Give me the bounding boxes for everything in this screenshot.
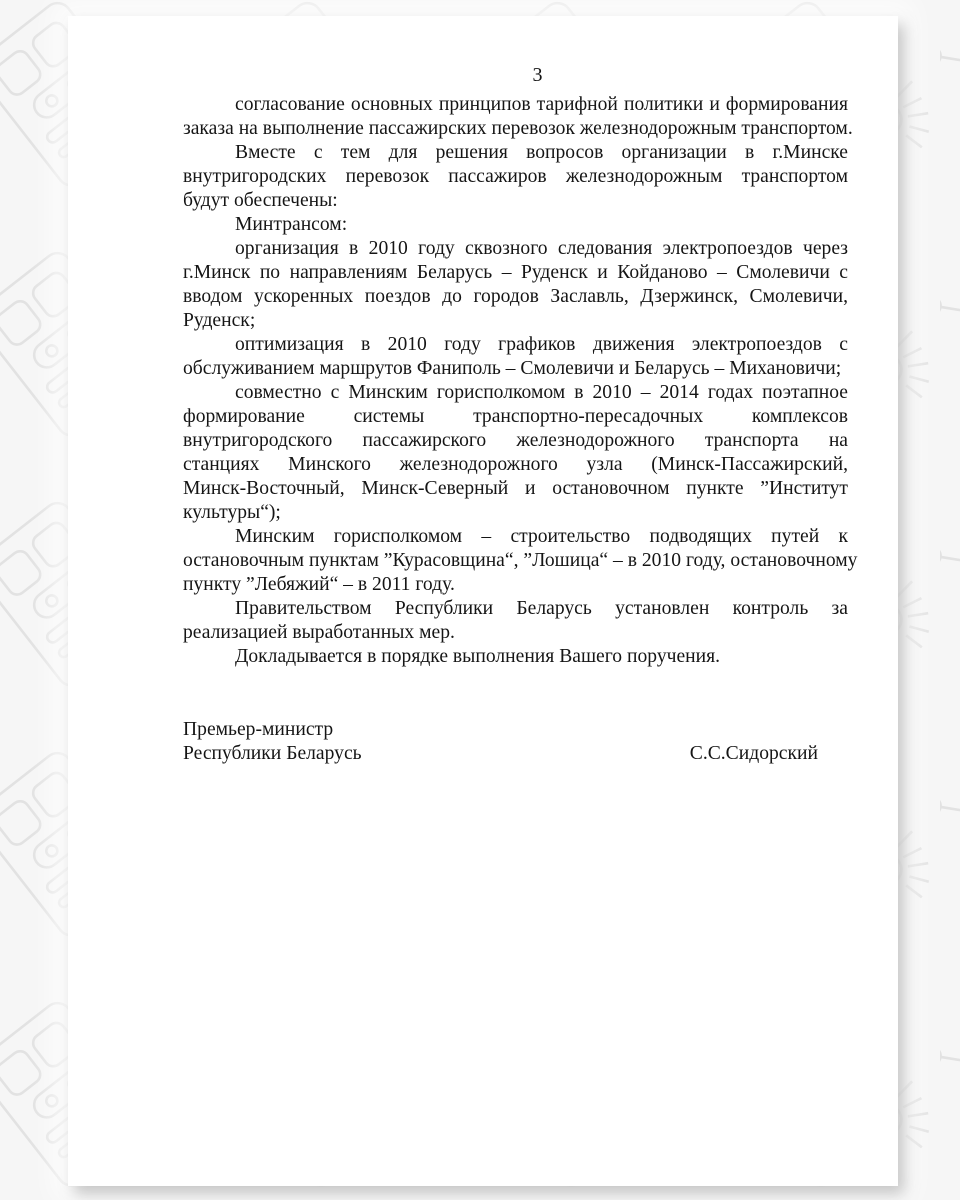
text-line: пункту ”Лебяжий“ – в 2011 году. xyxy=(183,574,455,595)
text-line: Минск-Восточный, Минск-Северный и остановочном пункте ”Институт xyxy=(183,478,848,499)
signature-title-line1: Премьер-министр xyxy=(183,719,334,740)
text-line: Минским горисполкомом – строительство подводящих путей к xyxy=(235,526,848,547)
paragraph xyxy=(183,645,848,669)
text-line: формирование системы транспортно-пересадочных комплексов xyxy=(183,406,848,427)
text-line: будут обеспечены: xyxy=(183,190,338,211)
text-line: вводом ускоренных поездов до городов Заславль, Дзержинск, Смолевичи, xyxy=(183,286,848,307)
page-number: 3 xyxy=(532,64,543,86)
signature-title-line2: Республики Беларусь xyxy=(183,743,362,764)
text-line: согласование основных принципов тарифной политики и формирования xyxy=(235,94,848,115)
text-line: внутригородского пассажирского железнодорожного транспорта на xyxy=(183,430,848,451)
text-line: г.Минск по направлениям Беларусь – Руденск и Койданово – Смолевичи с xyxy=(183,262,848,283)
paragraph xyxy=(183,525,858,597)
document-page xyxy=(68,16,898,1186)
text-line: станциях Минского железнодорожного узла (Минск-Пассажирский, xyxy=(183,454,848,475)
paragraph xyxy=(183,381,848,525)
text-line: организация в 2010 году сквозного следования электропоездов через xyxy=(235,238,848,259)
text-line: Вместе с тем для решения вопросов организации в г.Минске xyxy=(235,142,848,163)
paragraph xyxy=(183,213,848,237)
document-body xyxy=(183,93,858,669)
text-line: совместно с Минским горисполкомом в 2010 – 2014 годах поэтапное xyxy=(235,382,848,403)
text-line: Минтрансом: xyxy=(235,214,348,235)
text-line: Докладывается в порядке выполнения Вашего поручения. xyxy=(235,646,721,667)
text-line: Руденск; xyxy=(183,310,256,331)
text-line: обслуживанием маршрутов Фаниполь – Смолевичи и Беларусь – Михановичи; xyxy=(183,358,842,379)
paragraph xyxy=(183,93,853,141)
signature-name: С.С.Сидорский xyxy=(689,743,818,764)
signature-title xyxy=(183,718,362,766)
paragraph xyxy=(183,597,848,645)
text-line: культуры“); xyxy=(183,502,281,523)
paragraph xyxy=(183,333,848,381)
text-line: заказа на выполнение пассажирских перевозок железнодорожным транспортом. xyxy=(183,118,853,139)
signature-block xyxy=(183,718,848,766)
text-line: реализацией выработанных мер. xyxy=(183,622,455,643)
paragraph xyxy=(183,141,848,213)
text-line: внутригородских перевозок пассажиров железнодорожным транспортом xyxy=(183,166,848,187)
text-line: остановочным пунктам ”Курасовщина“, ”Лошица“ – в 2010 году, остановочному xyxy=(183,550,858,571)
page-content xyxy=(68,16,898,766)
paragraph xyxy=(183,237,848,333)
text-line: Правительством Республики Беларусь установлен контроль за xyxy=(235,598,848,619)
text-line: оптимизация в 2010 году графиков движения электропоездов с xyxy=(235,334,848,355)
